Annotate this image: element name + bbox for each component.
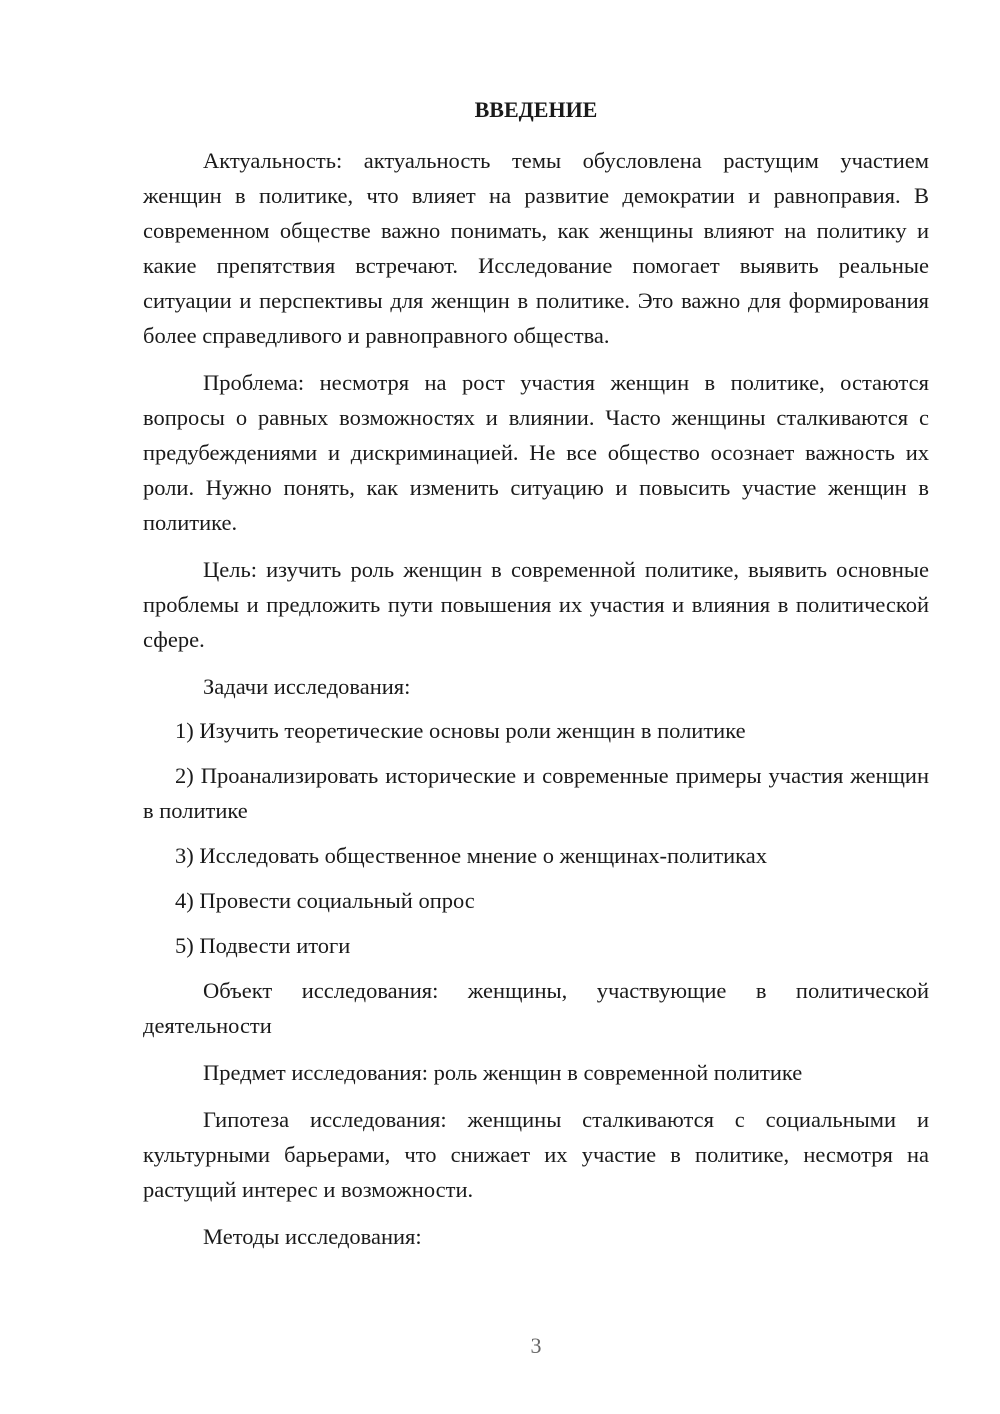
subject-paragraph: Предмет исследования: роль женщин в современной политике [203, 1060, 803, 1085]
task-item: 2) Проанализировать исторические и современные примеры участия женщин в политике [143, 763, 929, 823]
task-item: 3) Исследовать общественное мнение о женщинах-политиках [175, 843, 767, 868]
goal-paragraph: Цель: изучить роль женщин в современной политике, выявить основные проблемы и предложить пути повышения их участия и влияния в политической сфере. [143, 557, 929, 652]
hypothesis-paragraph: Гипотеза исследования: женщины сталкиваются с социальными и культурными барьерами, что снижает их участие в политике, несмотря на растущий интерес и возможности. [143, 1107, 929, 1202]
section-title: ВВЕДЕНИЕ [474, 97, 598, 122]
task-item: 4) Провести социальный опрос [175, 888, 475, 913]
methods-paragraph: Методы исследования: [203, 1224, 422, 1249]
object-paragraph: Объект исследования: женщины, участвующие в политической деятельности [143, 978, 929, 1038]
page-number: 3 [530, 1333, 542, 1358]
document-page [143, 92, 929, 1266]
relevance-paragraph: Актуальность: актуальность темы обусловлена растущим участием женщин в политике, что влияет на развитие демократии и равноправия. В современном обществе важно понимать, как женщины влияют на политику и какие препятствия встречают. Исследование помогает выявить реальные ситуации и перспективы для женщин в политике. Это важно для формирования более справедливого и равноправного общества. [143, 148, 929, 348]
problem-paragraph: Проблема: несмотря на рост участия женщин в политике, остаются вопросы о равных возможностях и влиянии. Часто женщины сталкиваются с предубеждениями и дискриминацией. Не все общество осознает важность их роли. Нужно понять, как изменить ситуацию и повысить участие женщин в политике. [143, 370, 929, 535]
task-item: 1) Изучить теоретические основы роли женщин в политике [175, 718, 746, 743]
task-item: 5) Подвести итоги [175, 933, 351, 958]
tasks-heading: Задачи исследования: [203, 674, 411, 699]
